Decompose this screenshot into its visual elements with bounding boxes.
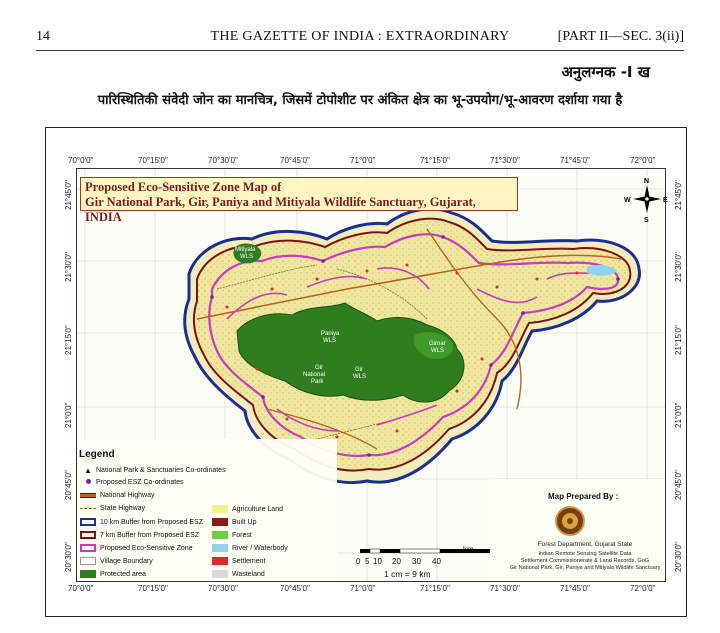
legend-swatch	[212, 518, 228, 526]
credit-line: Settlement Commissionerate & Land Records, GoG	[520, 558, 650, 564]
longitude-label: 71°0'0"	[350, 156, 376, 165]
latitude-label: 21°45'0"	[64, 180, 73, 210]
latitude-label: 20°45'0"	[64, 470, 73, 500]
legend-swatch	[212, 570, 228, 578]
legend-swatch	[212, 531, 228, 539]
scale-ratio: 1 cm = 9 km	[384, 569, 431, 579]
scale-tick-label: 0	[356, 557, 361, 566]
legend-item	[80, 570, 146, 578]
legend-item	[212, 505, 283, 513]
legend	[79, 449, 319, 463]
scale-tick-label: 30	[412, 557, 421, 566]
header-rule	[36, 50, 684, 51]
label-girnar: Girnar WLS	[429, 341, 446, 354]
credit-line: Gir National Park, Gir, Paniya and Mitiyala Wildlife Sanctuary	[509, 565, 661, 571]
map-title	[80, 177, 518, 224]
legend-item-label: 10 km Buffer from Proposed ESZ	[100, 518, 203, 526]
legend-item	[212, 570, 265, 578]
legend-item-label: Settlement	[232, 557, 266, 565]
longitude-label: 70°45'0"	[280, 156, 310, 165]
annexure-label: अनुलग्नक -I ख	[561, 63, 650, 81]
legend-swatch	[212, 557, 228, 565]
latitude-label: 21°15'0"	[674, 325, 683, 355]
page-number: 14	[36, 29, 50, 44]
legend-item-label: State Highway	[100, 505, 146, 512]
legend-item	[80, 518, 203, 526]
legend-item	[80, 531, 199, 539]
legend-item	[212, 518, 257, 526]
legend-item	[80, 557, 153, 565]
svg-text:N: N	[644, 178, 650, 185]
legend-item-label: Proposed ESZ Co-ordinates	[96, 479, 184, 486]
latitude-label: 21°15'0"	[64, 325, 73, 355]
latitude-label: 21°0'0"	[674, 402, 683, 428]
latitude-label: 21°30'0"	[64, 252, 73, 282]
legend-title: Legend	[79, 449, 115, 460]
legend-item-label: 7 km Buffer from Proposed ESZ	[100, 531, 200, 539]
legend-item	[212, 544, 288, 552]
longitude-label: 70°45'0"	[280, 584, 310, 593]
scale-tick-label: 20	[392, 557, 401, 566]
latitude-label: 20°30'0"	[64, 542, 73, 572]
legend-swatch	[212, 544, 228, 552]
prepared-by-heading: Map Prepared By :	[548, 492, 619, 501]
legend-item	[80, 479, 184, 486]
credit-lines	[500, 541, 670, 572]
scale-tick-label: 10	[373, 557, 382, 566]
hindi-caption: पारिस्थितिकी संवेदी जोन का मानचित्र, जिसमें टोपोशीट पर अंकित क्षेत्र का भू-उपयोग/भू-आवरण दर्शाया गया है	[97, 93, 623, 108]
legend-item-label: Wasteland	[232, 570, 265, 578]
map-title-line1: Proposed Eco-Sensitive Zone Map of	[85, 180, 282, 194]
part-section: [PART II—SEC. 3(ii)]	[557, 29, 684, 44]
label-gir-np: Gir National Park	[303, 365, 326, 385]
map-title-line2: Gir National Park, Gir, Paniya and Mitiyala Wildlife Sanctuary, Gujarat, INDIA	[85, 195, 476, 224]
legend-item	[80, 505, 145, 512]
latitude-label: 21°45'0"	[674, 180, 683, 210]
longitude-label: 71°30'0"	[490, 156, 520, 165]
svg-text:S: S	[644, 217, 649, 224]
legend-swatch	[212, 505, 228, 513]
scale-unit: km	[463, 545, 474, 554]
longitude-label: 70°0'0"	[68, 156, 94, 165]
longitude-label: 71°30'0"	[490, 584, 520, 593]
label-gir-wls: Gir WLS	[353, 367, 367, 380]
credit-line: Indian Remote Sensing Satellite Data	[538, 551, 632, 557]
legend-item	[80, 544, 193, 552]
longitude-label: 72°0'0"	[630, 156, 656, 165]
legend-item-label: National Highway	[100, 492, 155, 499]
longitude-label: 70°15'0"	[138, 584, 168, 593]
legend-item	[212, 557, 265, 565]
label-mitiyala: Mitiyala WLS	[235, 247, 256, 260]
legend-item-label: Proposed Eco-Sensitive Zone	[100, 544, 193, 552]
svg-text:E: E	[663, 197, 668, 204]
credit-line: Forest Department, Gujarat State	[537, 541, 633, 548]
latitude-label: 20°30'0"	[674, 542, 683, 572]
longitude-label: 71°45'0"	[560, 156, 590, 165]
forest-department-seal	[556, 507, 584, 535]
legend-item-label: River / Waterbody	[232, 544, 288, 552]
gazette-header	[0, 0, 720, 60]
legend-item-label: Forest	[232, 531, 252, 539]
longitude-label: 70°0'0"	[68, 584, 94, 593]
longitude-label: 71°15'0"	[420, 156, 450, 165]
label-gir-wls-west: Paniya WLS	[321, 331, 340, 344]
longitude-label: 71°0'0"	[350, 584, 376, 593]
latitude-label: 21°0'0"	[64, 402, 73, 428]
longitude-label: 72°0'0"	[630, 584, 656, 593]
longitude-label: 70°30'0"	[208, 584, 238, 593]
legend-item-label: Agriculture Land	[232, 505, 283, 513]
longitude-label: 71°45'0"	[560, 584, 590, 593]
gazette-title: THE GAZETTE OF INDIA : EXTRAORDINARY	[210, 29, 510, 44]
legend-item-label: Built Up	[232, 518, 257, 526]
legend-item-label: Village Boundary	[100, 557, 153, 565]
scale-tick-label: 5	[365, 557, 370, 566]
svg-text:W: W	[624, 197, 631, 204]
longitude-label: 71°15'0"	[420, 584, 450, 593]
longitude-label: 70°15'0"	[138, 156, 168, 165]
legend-item-label: National Park & Sanctuaries Co-ordinates	[96, 467, 226, 474]
north-arrow-icon	[624, 178, 668, 224]
longitude-label: 70°30'0"	[208, 156, 238, 165]
latitude-label: 20°45'0"	[674, 470, 683, 500]
legend-item-label: Protected area	[100, 570, 146, 578]
legend-item	[212, 531, 252, 539]
legend-item	[80, 492, 154, 499]
legend-item: ▲ National Park & Sanctuaries Co-ordinates	[84, 466, 226, 475]
latitude-label: 21°30'0"	[674, 252, 683, 282]
scale-tick-label: 40	[432, 557, 441, 566]
